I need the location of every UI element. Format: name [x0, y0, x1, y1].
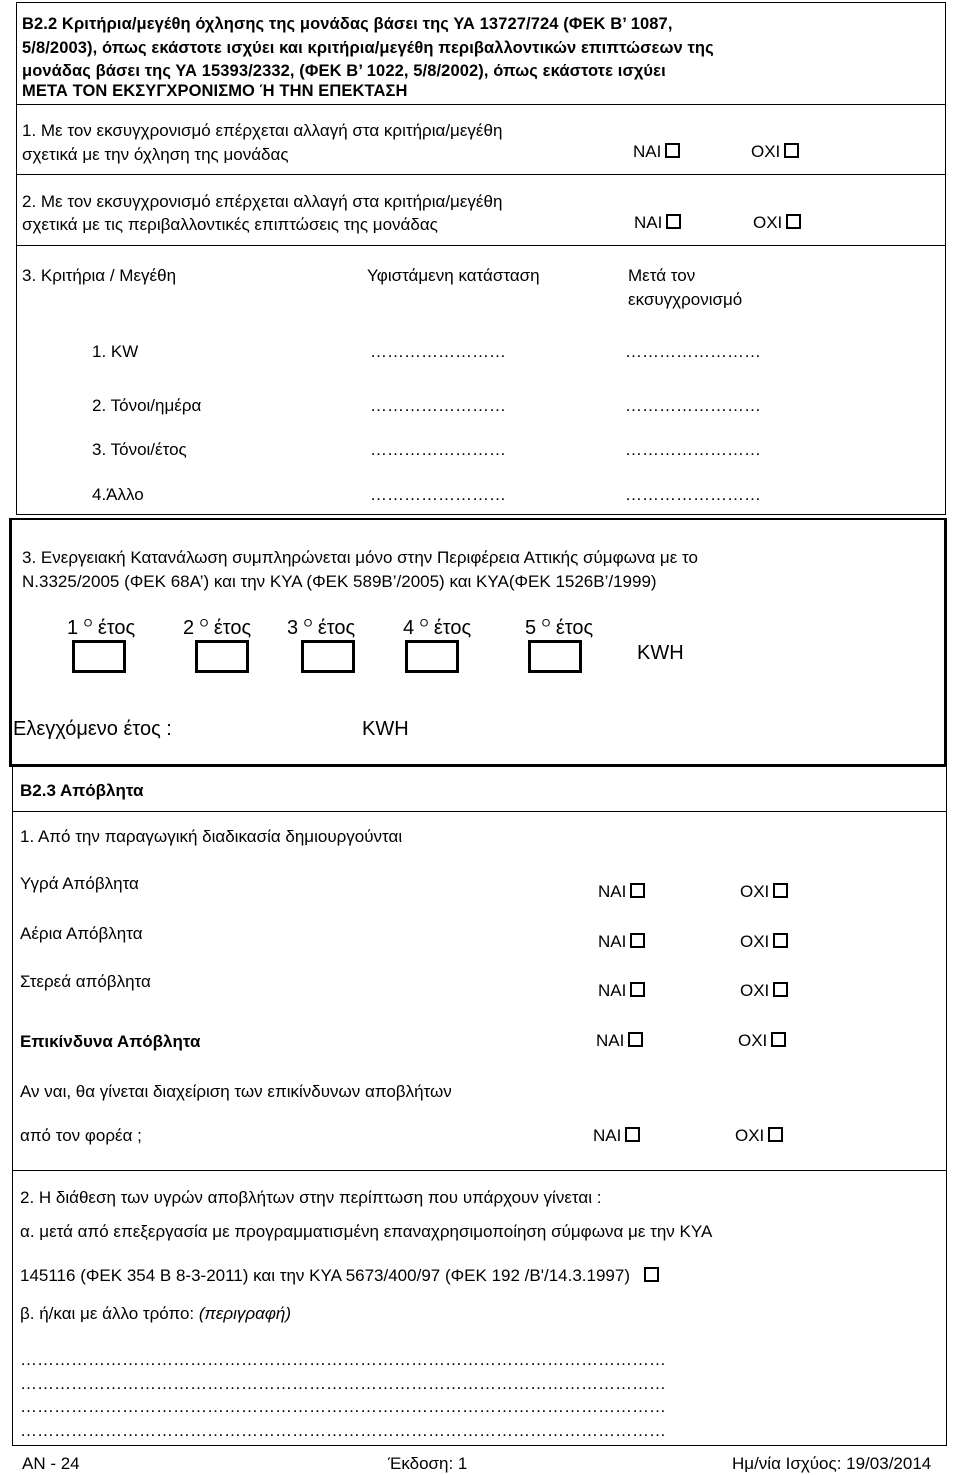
footer-page-code: ΑΝ - 24 — [22, 1454, 80, 1473]
b22-heading-line-1: Β2.2 Κριτήρια/μεγέθη όχλησης της μονάδας βάσει της ΥΑ 13727/724 (ΦΕΚ Β’ 1087, — [22, 15, 673, 33]
option-b: β. ή/και με άλλο τρόπο: (περιγραφή) — [20, 1304, 292, 1323]
no-label: ΟΧΙ — [738, 1031, 768, 1050]
option-a-line-1: α. μετά από επεξεργασία με προγραμματισμένη επαναχρησιμοποίηση σύμφωνα με την ΚΥΑ — [20, 1222, 713, 1241]
yes-label: ΝΑΙ — [598, 932, 627, 951]
year-1-label: 1 $^O$ έτος — [67, 617, 136, 639]
waste-hazardous-no[interactable] — [738, 1031, 786, 1051]
yes-checkbox[interactable] — [666, 214, 681, 229]
yes-label: ΝΑΙ — [596, 1031, 625, 1050]
description-line[interactable]: …………………………………………………………………………………………………… — [20, 1421, 666, 1440]
criteria-row-label: 2. Τόνοι/ημέρα — [92, 396, 202, 415]
waste-hazardous-yes[interactable] — [596, 1031, 643, 1051]
yes-label: ΝΑΙ — [633, 142, 662, 161]
b22-q1-line-2: σχετικά με την όχληση της μονάδας — [22, 145, 289, 164]
b22-heading-line-2: 5/8/2003), όπως εκάστοτε ισχύει και κριτήρια/μεγέθη περιβαλλοντικών επιπτώσεων της — [22, 39, 714, 57]
criteria-col-1-header: 3. Κριτήρια / Μεγέθη — [22, 266, 177, 285]
controlled-year-unit: KWH — [362, 718, 409, 740]
footer-version: Έκδοση: 1 — [388, 1454, 468, 1473]
yes-checkbox[interactable] — [665, 143, 680, 158]
footer-valid-date: Ημ/νία Ισχύος: 19/03/2014 — [732, 1454, 932, 1473]
criteria-row-after[interactable]: …………………… — [625, 440, 761, 459]
no-label: ΟΧΙ — [740, 981, 770, 1000]
criteria-row-after[interactable]: …………………… — [625, 485, 761, 504]
year-4-input[interactable] — [405, 640, 459, 673]
criteria-row-existing[interactable]: …………………… — [370, 485, 506, 504]
criteria-row-label: 3. Τόνοι/έτος — [92, 440, 187, 459]
waste-type-label: Επικίνδυνα Απόβλητα — [20, 1032, 201, 1051]
b22-heading-line-4: ΜΕΤΑ ΤΟΝ ΕΚΣΥΓΧΡΟΝΙΣΜΟ Ή ΤΗΝ ΕΠΕΚΤΑΣΗ — [22, 82, 408, 100]
no-label: ΟΧΙ — [751, 142, 781, 161]
waste-type-label: Στερεά απόβλητα — [20, 972, 151, 991]
yes-label: ΝΑΙ — [598, 882, 627, 901]
b22-divider-2 — [16, 174, 946, 175]
yes-label: ΝΑΙ — [598, 981, 627, 1000]
no-label: ΟΧΙ — [740, 932, 770, 951]
hazard-question-line-2: από τον φορέα ; — [20, 1126, 142, 1145]
waste-type-label: Υγρά Απόβλητα — [20, 874, 139, 893]
b23-q1: 1. Από την παραγωγική διαδικασία δημιουργούνται — [20, 827, 403, 846]
criteria-row-after[interactable]: …………………… — [625, 396, 761, 415]
criteria-row-existing[interactable]: …………………… — [370, 440, 506, 459]
b22-q1-no[interactable] — [751, 142, 799, 162]
energy-line-2: Ν.3325/2005 (ΦΕΚ 68Α’) και την ΚΥΑ (ΦΕΚ 589Β’/2005) και ΚΥΑ(ΦΕΚ 1526Β’/1999) — [22, 572, 657, 591]
energy-unit: KWH — [637, 642, 684, 664]
waste-solid-yes[interactable] — [598, 981, 645, 1001]
waste-liquid-yes[interactable] — [598, 882, 645, 902]
criteria-col-3-header-2: εκσυγχρονισμό — [628, 290, 743, 309]
criteria-col-3-header-1: Μετά τον — [628, 266, 696, 285]
year-1-input[interactable] — [72, 640, 126, 673]
b22-divider-3 — [16, 245, 946, 246]
b23-heading: Β2.3 Απόβλητα — [20, 781, 144, 800]
description-line[interactable]: …………………………………………………………………………………………………… — [20, 1374, 666, 1393]
b23-divider-2 — [12, 1170, 947, 1171]
waste-gas-yes[interactable] — [598, 932, 645, 952]
year-2-label: 2 $^O$ έτος — [183, 617, 252, 639]
no-checkbox[interactable] — [773, 982, 788, 997]
yes-checkbox[interactable] — [625, 1127, 640, 1142]
b22-q2-line-1: 2. Με τον εκσυγχρονισμό επέρχεται αλλαγή στα κριτήρια/μεγέθη — [22, 192, 503, 211]
hazard-question-line-1: Αν ναι, θα γίνεται διαχείριση των επικίνδυνων αποβλήτων — [20, 1082, 452, 1101]
waste-liquid-no[interactable] — [740, 882, 788, 902]
controlled-year-label: Ελεγχόμενο έτος : — [13, 718, 172, 740]
year-3-label: 3 $^O$ έτος — [287, 617, 356, 639]
b22-q2-line-2: σχετικά με τις περιβαλλοντικές επιπτώσεις της μονάδας — [22, 215, 438, 234]
no-label: ΟΧΙ — [753, 213, 783, 232]
b23-left-border — [12, 766, 13, 1446]
no-checkbox[interactable] — [786, 214, 801, 229]
criteria-row-label: 1. KW — [92, 342, 139, 361]
no-checkbox[interactable] — [773, 883, 788, 898]
criteria-row-existing[interactable]: …………………… — [370, 342, 506, 361]
yes-label: ΝΑΙ — [593, 1126, 622, 1145]
waste-gas-no[interactable] — [740, 932, 788, 952]
criteria-row-label: 4.Άλλο — [92, 485, 144, 504]
option-a-checkbox[interactable] — [644, 1267, 659, 1282]
b23-divider-1 — [12, 811, 947, 812]
yes-label: ΝΑΙ — [634, 213, 663, 232]
b23-q2: 2. Η διάθεση των υγρών αποβλήτων στην περίπτωση που υπάρχουν γίνεται : — [20, 1188, 602, 1207]
waste-type-label: Αέρια Απόβλητα — [20, 924, 143, 943]
energy-line-1: 3. Ενεργειακή Κατανάλωση συμπληρώνεται μόνο στην Περιφέρεια Αττικής σύμφωνα με το — [22, 548, 698, 567]
option-b-hint: (περιγραφή) — [198, 1304, 292, 1323]
description-line[interactable]: …………………………………………………………………………………………………… — [20, 1350, 666, 1369]
no-checkbox[interactable] — [768, 1127, 783, 1142]
criteria-row-existing[interactable]: …………………… — [370, 396, 506, 415]
waste-solid-no[interactable] — [740, 981, 788, 1001]
no-checkbox[interactable] — [773, 933, 788, 948]
b22-q1-line-1: 1. Με τον εκσυγχρονισμό επέρχεται αλλαγή στα κριτήρια/μεγέθη — [22, 121, 503, 140]
yes-checkbox[interactable] — [628, 1032, 643, 1047]
option-a-line-2: 145116 (ΦΕΚ 354 Β 8-3-2011) και την ΚΥΑ 5673/400/97 (ΦΕΚ 192 /Β'/14.3.1997) — [20, 1266, 659, 1286]
hazard-no[interactable] — [735, 1126, 783, 1146]
b22-divider-1 — [16, 104, 946, 105]
year-4-label: 4 $^O$ έτος — [403, 617, 472, 639]
year-5-input[interactable] — [528, 640, 582, 673]
year-3-input[interactable] — [301, 640, 355, 673]
yes-checkbox[interactable] — [630, 933, 645, 948]
description-line[interactable]: …………………………………………………………………………………………………… — [20, 1397, 666, 1416]
yes-checkbox[interactable] — [630, 883, 645, 898]
criteria-row-after[interactable]: …………………… — [625, 342, 761, 361]
no-label: ΟΧΙ — [740, 882, 770, 901]
yes-checkbox[interactable] — [630, 982, 645, 997]
b22-heading-line-3: μονάδας βάσει της ΥΑ 15393/2332, (ΦΕΚ Β’ 1022, 5/8/2002), όπως εκάστοτε ισχύει — [22, 62, 666, 80]
year-5-label: 5 $^O$ έτος — [525, 617, 594, 639]
b22-q1-yes[interactable] — [633, 142, 680, 162]
hazard-yes[interactable] — [593, 1126, 640, 1146]
year-2-input[interactable] — [195, 640, 249, 673]
b23-bottom-border — [12, 1445, 947, 1446]
criteria-col-2-header: Υφιστάμενη κατάσταση — [367, 266, 540, 285]
b22-q2-no[interactable] — [753, 213, 801, 233]
b22-q2-yes[interactable] — [634, 213, 681, 233]
no-checkbox[interactable] — [784, 143, 799, 158]
b23-right-border — [946, 766, 947, 1446]
no-checkbox[interactable] — [771, 1032, 786, 1047]
no-label: ΟΧΙ — [735, 1126, 765, 1145]
